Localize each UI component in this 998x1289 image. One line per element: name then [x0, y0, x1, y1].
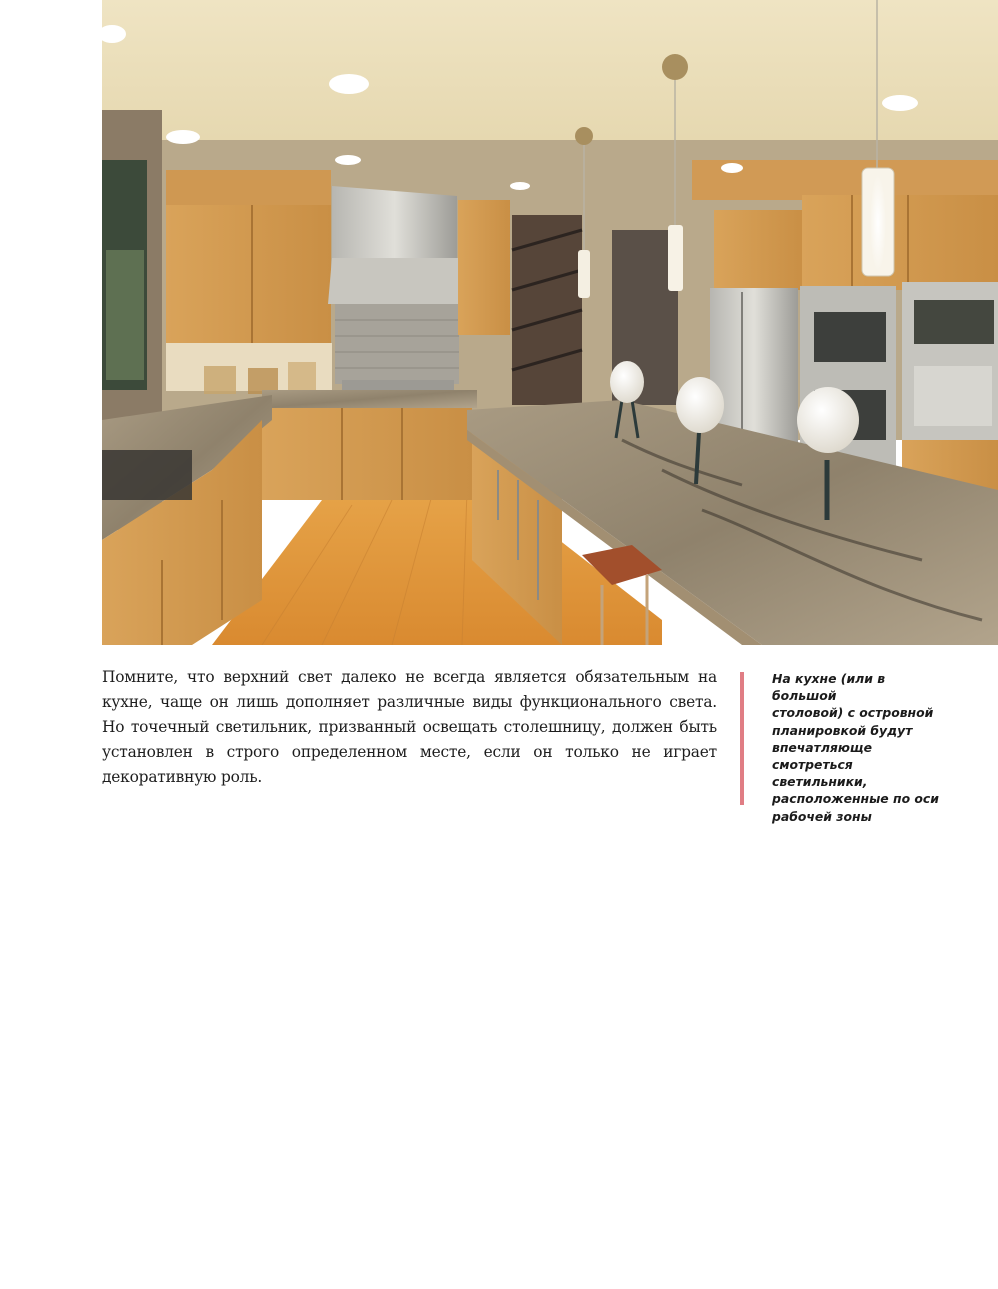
- kitchen-photo: [102, 0, 998, 645]
- caption-accent-bar: [740, 672, 744, 805]
- body-paragraph: Помните, что верхний свет далеко не всегда является обязательным на кухне, чаще он лишь дополняет различные виды функционального света. Но точечный светильник, призванный освещать столешницу, должен быть установлен в строго определенном месте, если он только не играет декоративную роль.: [102, 668, 717, 786]
- photo-caption: На кухне (или в большой столовой) с островной планировкой будут впечатляюще смотреться светильники, расположенные по оси рабочей зоны: [772, 671, 939, 824]
